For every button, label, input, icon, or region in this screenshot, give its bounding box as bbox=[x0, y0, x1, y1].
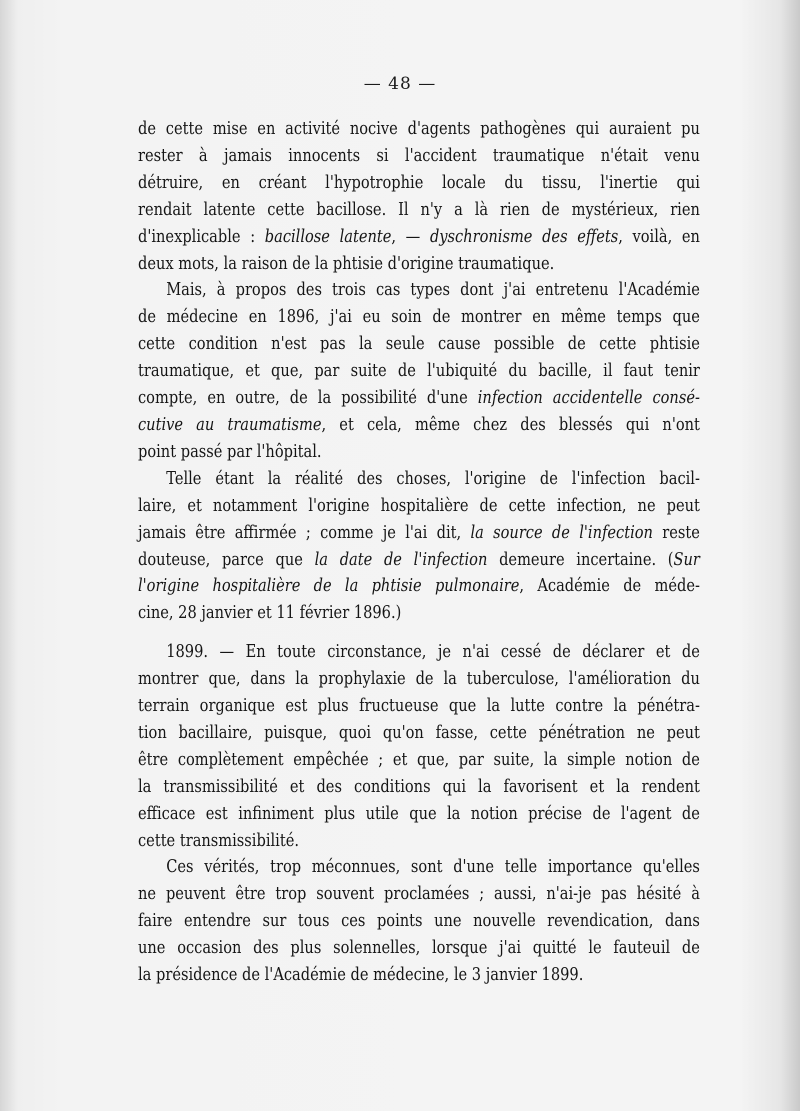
paragraph bbox=[138, 466, 700, 627]
page-number: — 48 — bbox=[363, 74, 437, 94]
text-line: Ces vérités, trop méconnues, sont d'une telle importance qu'elles bbox=[166, 857, 700, 878]
text-line: deux mots, la raison de la phtisie d'origine traumatique. bbox=[138, 253, 555, 274]
text-line: douteuse, parce que la date de l'infection demeure incertaine. (Sur bbox=[138, 549, 700, 570]
text-line: ne peuvent être trop souvent proclamées ; aussi, n'ai-je pas hésité à bbox=[138, 884, 700, 905]
text-line: cine, 28 janvier et 11 février 1896.) bbox=[138, 603, 402, 624]
text-line: 1899. — En toute circonstance, je n'ai cessé de déclarer et de bbox=[166, 642, 700, 663]
text-line: rendait latente cette bacillose. Il n'y a là rien de mystérieux, rien bbox=[138, 199, 700, 220]
text-line: cutive au traumatisme, et cela, même chez des blessés qui n'ont bbox=[138, 414, 700, 435]
text-line: terrain organique est plus fructueuse que la lutte contre la pénétra- bbox=[138, 696, 700, 717]
text-line: l'origine hospitalière de la phtisie pulmonaire, Académie de méde- bbox=[138, 576, 700, 597]
text-line: de cette mise en activité nocive d'agents pathogènes qui auraient pu bbox=[138, 119, 700, 139]
text-line: laire, et notamment l'origine hospitalière de cette infection, ne peut bbox=[138, 495, 700, 516]
dated-paragraph bbox=[138, 639, 700, 854]
body-text bbox=[138, 116, 700, 989]
text-line: cette transmissibilité. bbox=[138, 830, 299, 851]
text-line: la présidence de l'Académie de médecine, le 3 janvier 1899. bbox=[138, 965, 584, 986]
text-line: rester à jamais innocents si l'accident traumatique n'était venu bbox=[138, 145, 700, 166]
text-line: Telle étant la réalité des choses, l'origine de l'infection bacil- bbox=[166, 468, 700, 489]
text-line: cette condition n'est pas la seule cause possible de cette phtisie bbox=[138, 334, 700, 355]
text-line: la transmissibilité et des conditions qui la favorisent et la rendent bbox=[138, 776, 700, 797]
text-line: efficace est infiniment plus utile que la notion précise de l'agent de bbox=[138, 803, 700, 824]
paragraph-continuation bbox=[138, 116, 700, 277]
text-line: tion bacillaire, puisque, quoi qu'on fasse, cette pénétration ne peut bbox=[138, 722, 700, 743]
text-line: une occasion des plus solennelles, lorsque j'ai quitté le fauteuil de bbox=[138, 938, 700, 959]
text-line: montrer que, dans la prophylaxie de la tuberculose, l'amélioration du bbox=[138, 669, 700, 690]
text-line: d'inexplicable : bacillose latente, — dyschronisme des effets, voilà, en bbox=[138, 226, 700, 247]
text-line: jamais être affirmée ; comme je l'ai dit, la source de l'infection reste bbox=[138, 522, 700, 543]
text-line: Mais, à propos des trois cas types dont j'ai entretenu l'Académie bbox=[166, 280, 700, 301]
text-line: faire entendre sur tous ces points une nouvelle revendication, dans bbox=[138, 911, 700, 932]
text-line: compte, en outre, de la possibilité d'une infection accidentelle consé- bbox=[138, 388, 700, 409]
paragraph bbox=[138, 277, 700, 465]
text-line: point passé par l'hôpital. bbox=[138, 441, 322, 462]
text-line: détruire, en créant l'hypotrophie locale du tissu, l'inertie qui bbox=[138, 172, 700, 193]
text-line: de médecine en 1896, j'ai eu soin de montrer en même temps que bbox=[138, 307, 700, 328]
text-line: être complètement empêchée ; et que, par suite, la simple notion de bbox=[138, 749, 700, 770]
paragraph bbox=[138, 854, 700, 989]
text-line: traumatique, et que, par suite de l'ubiquité du bacille, il faut tenir bbox=[138, 361, 700, 382]
